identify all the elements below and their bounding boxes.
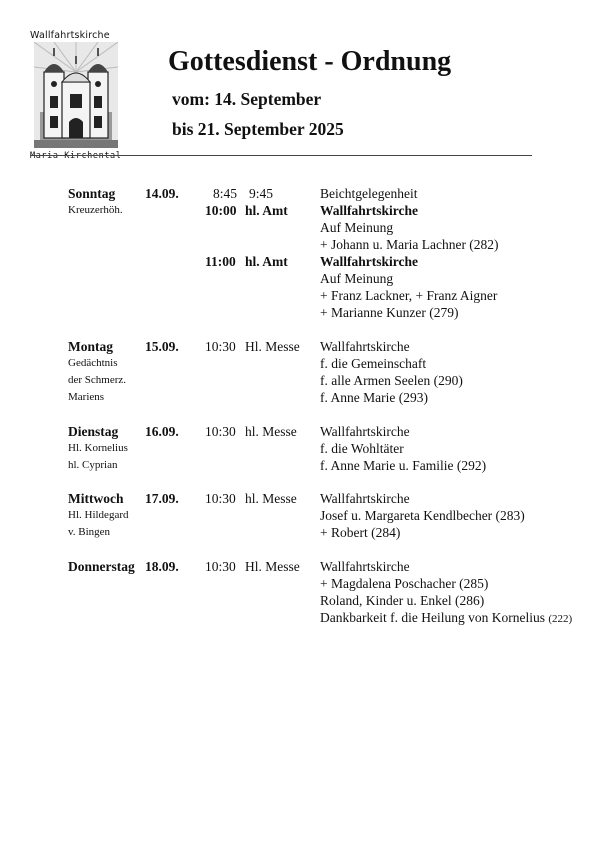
date: 17.09.	[145, 491, 179, 506]
service-line: Auf Meinung	[320, 271, 394, 286]
date-range-to: bis 21. September 2025	[172, 119, 344, 139]
weekday: Mittwoch	[68, 491, 124, 506]
service-time: 10:30	[205, 491, 236, 506]
service-line: Beichtgelegenheit	[320, 186, 418, 201]
weekday: Sonntag	[68, 186, 116, 201]
day-note: Mariens	[68, 391, 105, 403]
service-type: Hl. Messe	[245, 339, 300, 354]
service-line: Wallfahrtskirche	[320, 254, 419, 269]
service-line: Wallfahrtskirche	[320, 339, 410, 354]
service-line: + Robert (284)	[320, 525, 401, 540]
service-time: 10:30	[205, 559, 236, 574]
day-note: der Schmerz.	[68, 374, 127, 386]
day-note: Hl. Kornelius	[68, 442, 128, 454]
service-line: + Marianne Kunzer (279)	[320, 305, 459, 320]
service-type: hl. Messe	[245, 424, 297, 439]
church-icon	[34, 42, 118, 148]
service-line-number: (222)	[548, 613, 573, 625]
logo-bottom-text: Maria Kirchental	[30, 151, 122, 161]
service-line	[320, 609, 572, 628]
date: 16.09.	[145, 424, 179, 439]
service-line: Wallfahrtskirche	[320, 491, 410, 506]
header-divider	[30, 155, 532, 156]
service-line-text: Dankbarkeit f. die Heilung von Kornelius	[320, 610, 545, 625]
service-line: f. Anne Marie (293)	[320, 390, 428, 405]
date-range-from: vom: 14. September	[172, 89, 322, 109]
service-line: + Magdalena Poschacher (285)	[320, 576, 489, 591]
service-line: Wallfahrtskirche	[320, 559, 410, 574]
service-line: Wallfahrtskirche	[320, 424, 410, 439]
service-type: hl. Messe	[245, 491, 297, 506]
service-line: Auf Meinung	[320, 220, 394, 235]
service-time: 10:30	[205, 424, 236, 439]
service-line: f. alle Armen Seelen (290)	[320, 373, 463, 388]
weekday: Dienstag	[68, 424, 119, 439]
service-line: Wallfahrtskirche	[320, 203, 419, 218]
day-note: v. Bingen	[68, 526, 111, 538]
service-line: f. die Wohltäter	[320, 441, 404, 456]
service-line: f. die Gemeinschaft	[320, 356, 427, 371]
service-time-end: 9:45	[249, 186, 274, 201]
church-logo	[30, 30, 122, 162]
service-line: + Franz Lackner, + Franz Aigner	[320, 288, 498, 303]
day-note: Gedächtnis	[68, 357, 118, 369]
day-note: Hl. Hildegard	[68, 509, 129, 521]
date: 14.09.	[145, 186, 179, 201]
day-note: hl. Cyprian	[68, 459, 118, 471]
service-line: f. Anne Marie u. Familie (292)	[320, 458, 487, 473]
service-line: + Johann u. Maria Lachner (282)	[320, 237, 499, 252]
date: 15.09.	[145, 339, 179, 354]
date: 18.09.	[145, 559, 179, 574]
service-time: 10:30	[205, 339, 236, 354]
service-time: 8:45	[213, 186, 238, 201]
service-time: 11:00	[205, 254, 236, 269]
logo-top-text: Wallfahrtskirche	[30, 30, 110, 41]
service-time: 10:00	[205, 203, 237, 218]
service-type: hl. Amt	[245, 203, 288, 218]
page-title: Gottesdienst - Ordnung	[168, 46, 452, 77]
service-type: hl. Amt	[245, 254, 288, 269]
service-line: Roland, Kinder u. Enkel (286)	[320, 593, 485, 608]
weekday: Montag	[68, 339, 113, 354]
weekday: Donnerstag	[68, 559, 135, 574]
service-line: Josef u. Margareta Kendlbecher (283)	[320, 508, 525, 523]
day-note: Kreuzerhöh.	[68, 204, 123, 216]
service-type: Hl. Messe	[245, 559, 300, 574]
